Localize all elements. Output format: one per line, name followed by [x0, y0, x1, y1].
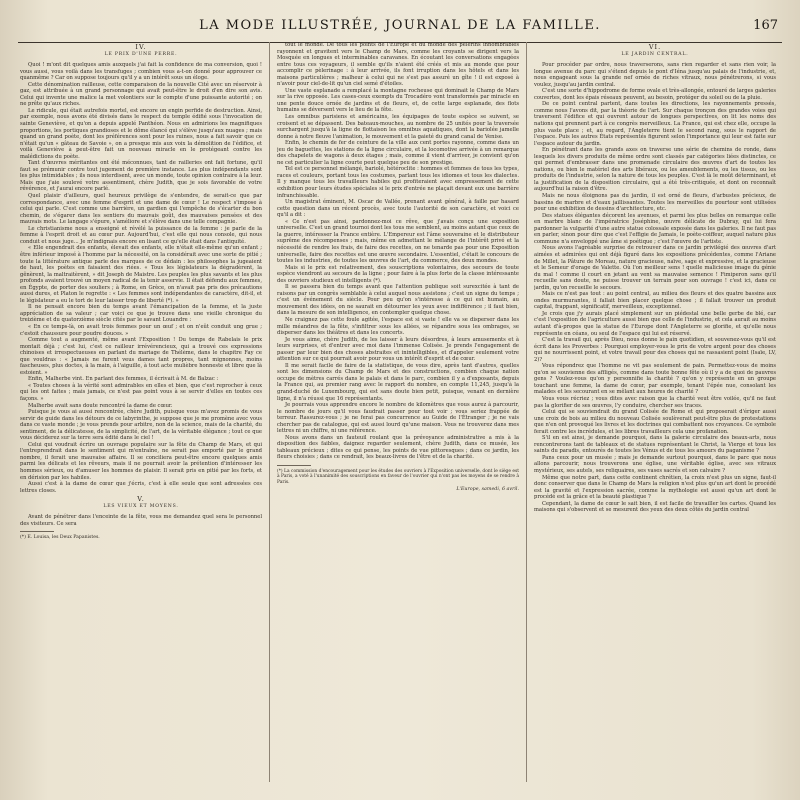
footnote: (*) La commission d'encouragement pour les études des ouvriers à l'Exposition universelle, dont le siège est à Paris, a voté à l'unanimité des souscriptions en faveur de l'ouvrier qui n'ont pas les moyens de se rendre à Paris.: [277, 469, 519, 485]
column-left: [20, 42, 262, 780]
footnote-rule: [20, 531, 54, 532]
paragraph: C'est la travail qui, après Dieu, nous donne le pain quotidien, et souvenez-vous qu'il est écrit dans les Proverbes : Pourquoi employer-vous le prix de votre argent pour des choses qui ne nourrissent point, et votre travail pour des choses qui ne rassasient point (Isaïe, LV, 2)?: [534, 337, 776, 363]
paragraph: Je pourrais vous apprendre encore le nombre de kilomètres que vous aurez à parcourir, le nombre de jours qu'il vous faudrait passer pour tout voir ; vous seriez frappée de terreur. Rassurez-vous ; je ne ferai pas concurrence au Guide de l'Étranger ; je ne vais chercher pas de catalogue, qui est aussi lourd qu'une maison. Vous ne trouverez dans mes lettres ni un chiffre, ni une référence.: [277, 402, 519, 435]
paragraph: « Elle engendrait des enfants, élevait des enfants, elle n'était elle-même qu'un enfant ; être inférieur imposé à l'homme par la nécessité, on la considérait avec une sorte de pitié ; toute la littérature antique parle des marques de ce dédain : les philosophes la jugeaient de haut, les poètes en faisaient des riées. « Tous les législateurs la dégradèrent, la gênèrent, la maltraitèrent, » dit Joseph de Maistre. Les peuples les plus savants et les plus profonds avaient trouvé un moyen radical de la tenir asservie. Il était défendu aux femmes, en Égypte, de porter des souliers ; à Rome, en Grèce, on n'avait pas pris des précautions aussi dures, et Platon le regrette : « Les femmes sont indépendantes de caractère, dit-il, et le législateur a eu le tort de leur laisser trop de liberté (*). »: [20, 245, 262, 304]
paragraph: Malherbe avait sans doute rencontré la dame de cœur.: [28, 402, 173, 409]
paragraph: S'il en est ainsi, je demande pourquoi, dans la galerie circulaire des beaux-arts, nous rencontrerons tant de tableaux et de statues représentant le Christ, la Vierge et tous les saints du paradis, entourés de toutes les Vénus et de tous les amours du paganisme ?: [534, 435, 776, 455]
paragraph: Vous répondrez que l'homme ne vit pas seulement de pain. Permettez-vous de moins qu'on se souvienne des affligés, comme dans toute bonne fête où il y a de quoi de pauvres gens ? Voulez-vous qu'on y personnifie la charité ? qu'on y représente en un groupe touchant une femme, la dame de cœur, par exemple, tenant l'épée nue, consolant les malades et les secourant en se mêlant aux heures de charité ?: [534, 363, 776, 396]
paragraph: Enfin, Malherbe vint. En parlant des femmes, il écrivait à M. de Balzac :: [28, 376, 219, 383]
paragraph: Il se passera bien du temps avant que l'attention publique soit surexcitée à tant de raisons par un congrès semblable à celui auquel nous assistons ; c'est un signe du temps ; c'est un événement du siècle. Pour peu qu'on s'intéresse à ce qui est humain, au mouvement des idées, on ne saurait en détourner les yeux avec indifférence ; il faut bien, dans la mesure de son intelligence, en contempler quelque chose.: [277, 284, 519, 317]
paragraph: Cependant, la dame de cœur le sait bien, il est facile de travailler les cartes. Quand les maisons qui s'observent et se mesurent des yeux des deux côtés du jardin central: [534, 500, 776, 514]
paragraph: Un magistrat éminent, M. Oscar de Vallée, prenant avant général, à faille par hasard cette question dans un récent procès, avec toute l'autorité de son caractère, et voici ce qu'il a dit :: [277, 199, 519, 219]
paragraph: Nous avons dans un fauteuil roulant que la prévoyance administrative a mis à la disposition des faibles, daignez regarder seulement, chère Judith, dans ce musée, les tableaux précieux ; dites ce qui pense, les points de vue pittoresques ; dans ce jardin, les fleurs choisies ; dans ce rendrait, les beaux-livres de l'être et de la charité.: [277, 434, 519, 461]
paragraph: Il ne pensait encore bien du temps avant l'émancipation de la femme, et la juste appréciation de sa valeur ; car voici ce que je trouve dans une vieille chronique du treizième et du quatorzième siècle cités par le savant Louandre :: [20, 304, 262, 324]
column-divider: [269, 42, 270, 782]
paragraph: « Toutes choses à la vérité sont admirables en elles et bien, que c'est reprocher à ceux qui les ont faites ; mais jamais, ce n'est pas point vous à se servir d'elles en toutes ces façons. »: [20, 382, 262, 402]
paragraph: Le ridicule, qui était autrefois mortel, est encore un engin perfide de destruction. Ainsi, par exemple, nous avons été divisés dans le respect du temple édifié sous l'invocation de sainte Geneviève, et qu'on a depuis appelé Panthéon. Nous en admirions les magnifiques proportions, les portiques grandioses et le dôme élancé qui s'élève jusqu'aux nuages ; mais quand un grand poète, dont les préférences sont pour les ruines, nous a fait savoir que ce n'était qu'un « gâteau de Savoie », on a presque mis aux voix la démolition de l'édifice, et voilà Geneviève à peut-être fait un nouveau miracle en le protégeant contre les malédictions du poète.: [20, 107, 262, 160]
section-number: VI.: [648, 43, 662, 51]
paragraph: Tant d'œuvres méritantes ont été méconnues, tant de railleries ont fait fortune, qu'il faut se prémunir contre tout jugement de première instance. Les plus indépendants sont les plus intimidables ; ils nous interdisent, avec un monde, toute opinion contraire à la leur. Mais que j'aie soulevé votre assentiment, chère Judith, que je sois favorable de votre révérence, et j'aurai encore parlé.: [20, 160, 262, 193]
paragraph: Cette dénomination railleuse, cette comparaison de la nouvelle Cité avec un réservoir à gaz, est attribuée à un grand personnage qui avait peut-être le droit d'en dire son avis. Celui qui invente une malice la met volontiers sur le compte d'une puissante autorité ; on ne prête qu'aux riches.: [20, 81, 262, 108]
paragraph: Mais si le prix est relativement, des souscriptions volontaires, des secours de toute espèce viendront au secours de la ligne ; pour faire à la plus forte de la classe intéressante des ouvriers studieux et intelligents (*).: [277, 264, 519, 284]
paragraph: Mais ce n'est pas tout : au point central, au milieu des fleurs et des quatre bassins aux ondes murmurantes, il fallait bien placer quelque chose ; il fallait trouver un produit capital, frappant, significatif, merveilleux, exceptionnel.: [534, 291, 776, 311]
paragraph: « Ce n'est pas ainsi, pardonnez-moi ce rêve, que j'avais conçu une exposition universelle. C'est un grand tournoi dont les tous me semblent, au moins autant que ceux de la guerre, intéresser la France entière. L'Empereur est l'âme souveraine et le distributeur suprême des récompenses ; mais, même en admettant le mélange de l'intérêt privé et la nécessité de rendre les frais, de faire des recettes, on ne tenarde pas pour une Exposition universelle, faire des recettes est une œuvre secondaire. L'essentiel, c'était le concours de toutes les industries, de toutes les œuvres de l'art, du commerce, des deux mondes.: [277, 218, 519, 265]
paragraph: Les omnibus parisiens et américains, les équipages de toute espèce se suivent, se croisent et se dépassent. Des bateaux-mouches, au nombre de 25 unités pour la traversée surchargent jusqu'à la ligne de flottaison les omnibus aquatiques, dont la bariolée jamelle donne à notre fleuve l'animation, le mouvement et la gaieté du grand canal de Venise.: [277, 114, 519, 140]
paragraph: En pénétrant dans les grands axes on traverse une série de chemins de ronde, dans lesquels les divers produits de même ordre sont classés par catégories liées distinctes, ce qui permet d'embrasser dans une promenade circulaire des œuvres d'art de toutes les nations, ou bien le matériel des arts libéraux, ou les ameublements, ou les tissus, ou les produits de l'industrie, selon la nature de tous les peuples. C'est là le moût déterminant, et la justification de la disposition circulaire, qui a été très-critiquée, et dont on reconnaît aujourd'hui la raison d'être.: [534, 147, 776, 193]
paragraph: Celui qui se souviendrait du grand Colisée de Rome et qui proposerait d'ériger aussi une croix de bois au milieu du nouveau Colisée soulèverait peut-être plus de protestations que n'en ont provoqué les livres et les doctrines qui combattent nos croyances. Ce symbole ferait contre les incrédules, et les libres travailleurs cela une profanation.: [534, 409, 776, 435]
paragraph: Mais ne nous éloignons pas du jardin, il est orné de fleurs, d'arbustes précieux, de bassins de marbre et d'eaux jaillissantes. Toutes les merveilles du pourtour sont utilisées pour une exhibition de dessins d'architecture, etc.: [534, 193, 776, 213]
paragraph: Je vous aime, chère Judith, de les laisser à leurs désordres, à leurs amusements et à leurs surprises, et d'entrer avec moi dans l'immense Colisée. Je prends l'engagement de passer par leur bien des choses abstraites et inintelligibles, et d'appeler seulement votre attention sur ce qui pourrait avoir pour vous un intérêt d'esprit et de cœur.: [277, 336, 519, 363]
paragraph: Même que notre part, dans cette continent chrétien, la croix n'est plus un signe, faut-il donc conserver que dans le Champ de Mars la religion n'est plus qu'un art dont le procédé est la gravité et l'expression sacrée, comme la mythologie est aussi qu'un art dont le procédé est la grâce et la beauté plastique ?: [534, 474, 776, 501]
paragraph: Pans ceux pour un musée ; mais je demande surtout pourquoi, dans le parc que nous allons parcourir, nous trouverons une église, une véritable église, avec ses vitraux mystérieux, ses autels, ses reliquaires, ses vases sacrés et son calvaire ?: [534, 454, 776, 474]
signature: L'Europe, samedi, 6 avril.: [456, 487, 519, 493]
column-right: [534, 42, 776, 780]
section-title: LES VIEUX ET MOYENS.: [103, 503, 179, 509]
paragraph: « En ce temps-là, on avait trois femmes pour un œuf ; et on n'eût conduit ung grue ; c'estoit chaussure pour poudre douces. »: [20, 323, 262, 337]
paragraph: Enfin, le chemin de fer de ceinture de la ville aux cent portes rayonne, comme dans un jeu de baguettes, les stations de la ligne circulaire, et la locomotive arrivée à un remarque des chapelets de wagons à deux étages ; mais, comme il vient d'arriver, je convient qu'on ne cet particulier la ligne courte peut quelque peu de son prestige.: [277, 140, 519, 166]
paragraph: Nous avons l'agréable surprise de retrouver dans ce jardin privilégié des œuvres d'art aimées et admirées qui ont déjà figuré dans les expositions précédentes, comme l'Ariane de Millet, la Pâture de Moreau, nature gracieuse, naïve, sage et expressive, et la gracieuse et le Semeur d'orage de Valette. Où l'on meilleur sens ! quelle malicieuse image du génie du mal ! comme il court en jetant au vent sa mauvaise semence ! Fimiperon sans qu'il recueille sans doute, ne puisse trouver un terrain pour son ouvrage ! c'est ici, dans ce jardin, qu'on recueille le secours.: [534, 245, 776, 291]
paragraph: Vous vous récriez ; vous dites avec raison que la charité veut être voilée, qu'il ne faut pas la glorifier de ses œuvres, l'y conduire, chercher ses traces.: [534, 395, 776, 409]
paragraph: Pour procéder par ordre, nous traverserons, sans rien regarder et sans rien voir, la longue avenue du parc qui s'étend depuis le pont d'Iéna jusqu'au palais de l'industrie, et, nous engageant sous la grande nef ornée de riches vitraux, nous pénétrerons, si vous voulez, jusqu'au jardin central.: [534, 62, 776, 88]
paragraph: Une vaste esplanade a remplacé la montagne rocheuse qui dominait le Champ de Mars sur la rive opposée. Les cases-ceux exempts du Trocadéro vont transformés par miracle en une pente douce ornée de jardins et de fleurs, et, de cette large esplanade, des flots humains se déversent vers le lieu de la fête.: [277, 87, 519, 114]
section-title: LE JARDIN CENTRAL.: [621, 51, 689, 57]
column-middle: [277, 42, 519, 780]
paragraph: Quel plaisir d'ailleurs, quel heureux privilège de s'entendre, de serait-ce que par correspondance, avec une femme d'esprit et une dame de cœur ! Le respect s'impose à celui qui parle. C'est comme une barrière, un gardien qui l'empêche de s'écarter du bon chemin, de s'égarer dans les sentiers du mauvais goût, des mauvaises pensées et des mauvais mots. Le langage s'épure, s'améliore et s'élève dans une telle compagnie.: [20, 193, 262, 226]
page-header: [0, 14, 800, 36]
paragraph: Puisque je vous ai aussi rencontrée, chère Judith, puisque vous m'avez promis de vous servir de guide dans les détours de ce labyrinthe, je suppose que je me promène avec vous dans ce vaste monde ; je vous prends pour arbitre, non de la science, mais de la charité, du sentiment, de la délicatesse, de la simplicité, de l'art, de la véritable élégance ; tout ce que vous déciderez sur la terre sera édité dans le ciel !: [20, 409, 262, 442]
section-title: LE PRIX D'UNE PERRE.: [104, 51, 178, 57]
paragraph: Il me serait facile de faire de la statistique, de vous dire, après tant d'autres, quelles sont les dimensions du Champ de Mars et des constructions, combien chaque nation occupe de mètres carrés dans le palais et dans le parc, combien il y a d'exposants, depuis la France qui, au premier rang avec le rapport du nombre, en compte 11,245, jusqu'à la grand-duché de Luxembourg, qui est sans doute bien petit, puisque, venant en dernière ligne, il n'a réussi que 16 représentants.: [277, 362, 519, 402]
paragraph: Des statues élégantes décorent les avenues, et parmi les plus belles on remarque celle en marbre blanc de l'impératrice Joséphine, œuvre délicate de Dubray, qui lui fera pardonner la vulgarité d'une autre statue colossale exposée dans les galeries. Il ne faut pas en parler, sinon pour dire que c'est l'effigie de Jamais, le poète-coiffeur, auquel nature plus commune n'a enveloppé une âme si poétique ; c'est l'œuvre de l'artiste.: [534, 212, 776, 245]
paragraph: Ne craignez pas cette foule agitée, l'espace est si vaste ! elle va se disperser dans les mille méandres de la fête, s'infiltrer sous les allées, se répandre sous les ombrages, se disperser dans les théâtres et dans les concerts.: [277, 316, 519, 337]
page-number: 167: [753, 18, 778, 33]
footnote-rule: [277, 465, 311, 466]
section-number: IV.: [135, 43, 147, 51]
paragraph: C'est une sorte d'hippodrome de forme ovale et très-allongée, entouré de larges galeries couvertes, dont les épais réseaux peuvent, au besoin, protéger du soleil ou de la pluie.: [534, 88, 776, 101]
column-divider: [526, 42, 527, 782]
paragraph: Comme tout a augmenté, même avant l'Exposition ! Du temps de Rabelais le prix montait déjà ; c'est lui, c'est ce railleur irrévérencieux, qui a trouvé ces expressions chinoises et irrespectueuses en parlant du mariage de Thélème, dans le chapitre Fay ce que vouldras : « Jamais ne furent veus dames tant propres, tant mignonnes, moins fascheuses, plus doctes, à la main, à l'aiguille, à tout acte mulièbre honneste et libre que là estoient. »: [20, 337, 262, 376]
paragraph: Tel est ce personnel mélangé, bariolé, hétéroclite : hommes et femmes de tous les types, races et couleurs, portant tous les costumes, parlant tous les idiomes et tous les dialectes. Il y manque tous les travailleurs habiles qui profiteraient avec empressement de cette exhibition pour leurs études spéciales si le prix d'entrée ne plaçait devant eux une barrière infranchissable.: [277, 166, 519, 199]
section-number: V.: [137, 495, 145, 504]
paragraph: De ce point central partent, dans toutes les directions, les rayonnements pressés, comme nous l'avons dit, par la théorie de l'art. Sur chaque tronçon des grandes voies qui traversent l'édifice et qui ouvrent autour de longues perspectives, on lit les noms des nations qui prennent part à ce congrès merveilleux. La France, qui est chez elle, occupe la plus vaste place ; et, au regard, l'Angleterre tient le second rang, sous le rapport de l'espace. Puis les autres États représentés figurent selon l'importance qui leur est faite sur l'espace autour du jardin.: [534, 101, 776, 147]
footnote: (*) E. Louisa, les Deux Papanistes.: [20, 535, 100, 541]
paragraph: Je crois que j'y aurais placé simplement sur un piédestal une belle gerbe de blé, car c'est l'exposition de l'agriculture aussi bien que celle de l'industrie, et cela aurait au moins autant d'à-propos que la statue de l'Europe dont l'Angleterre se glorifie, et qu'elle nous représente en céans, ou seul de l'espace qui lui est réservé.: [534, 310, 776, 337]
paragraph: tout le monde. De tous les points de l'Europe et du monde des pèlerins innombrables rayonnent et gravitent vers le Champ de Mars, comme les croyants se dirigent vers la Mosquée en longues et interminables caravanes. En écoutant les conversations engagées entre tous ces voyageurs, il semble qu'ils n'aient été créés et mis au monde que pour accomplir ce pèlerinage : à leur arrivée, ils font irruption dans les hôtels et dans les maisons particulières ; malheur à celui qui ne s'est pas assuré un gîte ! il est exposé à n'avoir pour ciel-de-lit qu'un ciel semé d'étoiles.: [277, 42, 519, 88]
paragraph: Celui qui voudrait écrire un ouvrage populaire sur la fête du Champ de Mars, et qui l'entreprendrait dans le sentiment qui m'entraîne, ne serait pas emporté par le grand nombre, il ferait une mauvaise affaire. Il se conciliera peut-être encore quelques amis parmi les délicats et les rêveurs, mais il ne pourrait avoir la prétention d'intéresser les hommes sérieux, ou d'amuser les hommes de plaisir. Il serait pris en pitié par les forts, et en dérision par les habiles.: [20, 441, 262, 481]
paragraph: Avant de pénétrer dans l'enceinte de la fête, vous me demandez quel sera le personnel des visiteurs. Ce sera: [20, 514, 262, 527]
running-title: LA MODE ILLUSTRÉE, JOURNAL DE LA FAMILLE.: [199, 18, 601, 33]
paragraph: Quoi ! m'ont dit quelques amis auxquels j'ai fait la confidence de ma conversion, quoi ! vous aussi, vous voilà dans les transfuges ; combien vous a-t-on donné pour approuver ce quanmême ? Car on suppose toujours qu'il y a un intérêt sous un éloge.: [20, 62, 262, 82]
paragraph: Le christianisme nous a enseigné et révélé la puissance de la femme : je parle de la femme à l'esprit droit et au cœur pur. Aujourd'hui, c'est elle qui nous console, qui nous conduit et nous juge... Je m'indignais encore en lisant ce qu'elle était dans l'antiquité.: [20, 225, 262, 245]
paragraph: Aussi c'est à la dame de cœur que j'écris, c'est à elle seule que sont adressées ces lettres closes.: [20, 481, 262, 494]
